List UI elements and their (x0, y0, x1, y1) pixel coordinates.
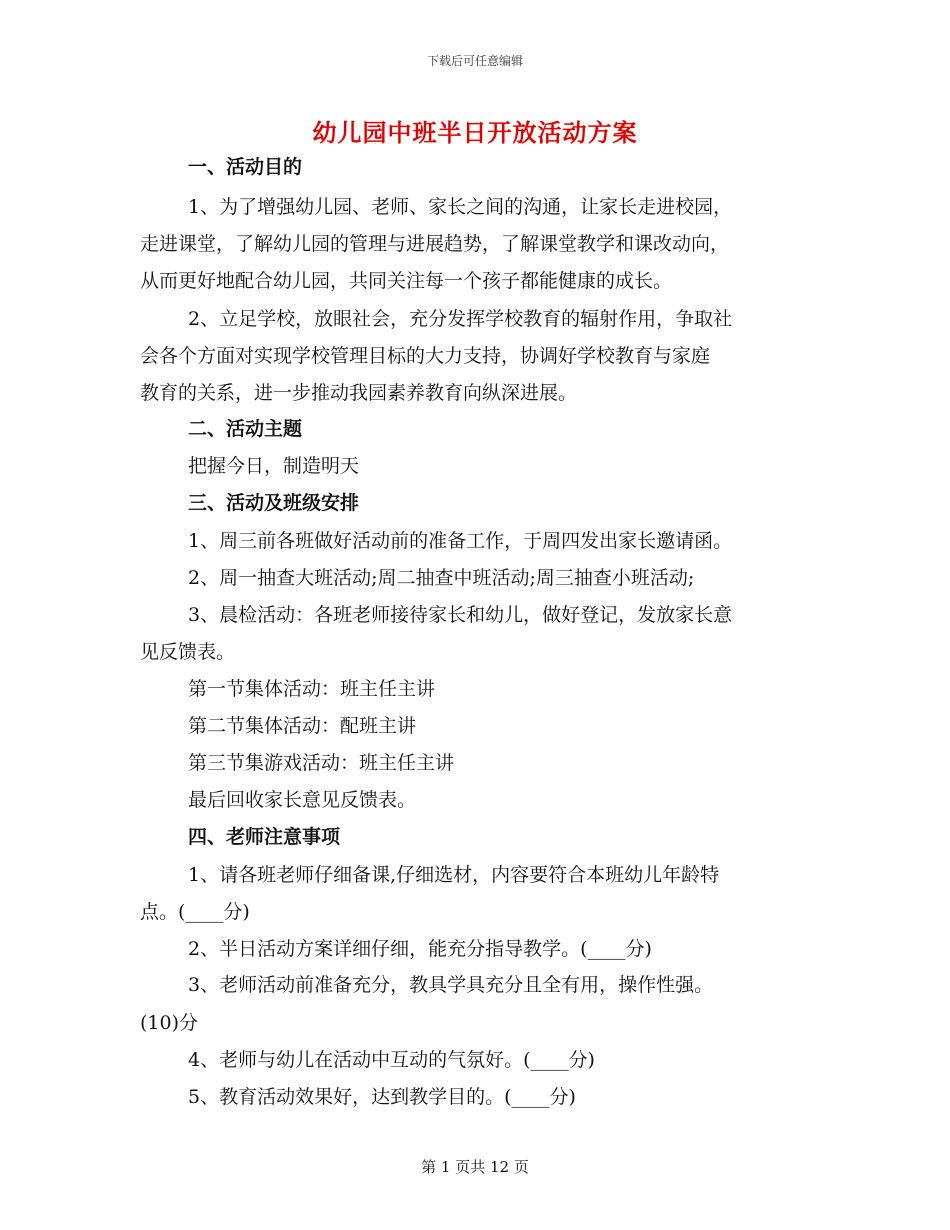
paragraph-line: 2、周一抽查大班活动;周二抽查中班活动;周三抽查小班活动; (188, 567, 695, 589)
paragraph-line: 3、晨检活动：各班老师接待家长和幼儿，做好登记，发放家长意 (188, 604, 733, 626)
paragraph-line: 1、为了增强幼儿园、老师、家长之间的沟通，让家长走进校园， (188, 196, 733, 218)
paragraph-line: 从而更好地配合幼儿园，共同关注每一个孩子都能健康的成长。 (140, 270, 673, 292)
paragraph-line: 2、半日活动方案详细仔细，能充分指导教学。(____分) (188, 938, 652, 960)
paragraph-line: 第一节集体活动：班主任主讲 (188, 678, 436, 700)
section-heading-3: 三、活动及班级安排 (188, 492, 360, 514)
page-footer: 第 1 页共 12 页 (421, 1158, 529, 1176)
paragraph-line: (10)分 (140, 1012, 199, 1034)
paragraph-line: 第二节集体活动：配班主讲 (188, 715, 417, 737)
paragraph-line: 最后回收家长意见反馈表。 (188, 789, 417, 811)
paragraph-line: 教育的关系，进一步推动我园素养教育向纵深进展。 (140, 382, 578, 404)
paragraph-line: 第三节集游戏活动：班主任主讲 (188, 752, 455, 774)
paragraph-line: 4、老师与幼儿在活动中互动的气氛好。(____分) (188, 1049, 595, 1071)
paragraph-line: 1、请各班老师仔细备课,仔细选材，内容要符合本班幼儿年龄特 (188, 864, 720, 886)
section-heading-4: 四、老师注意事项 (188, 826, 341, 848)
paragraph-line: 把握今日，制造明天 (188, 455, 360, 477)
paragraph-line: 2、立足学校，放眼社会，充分发挥学校教育的辐射作用，争取社 (188, 308, 733, 330)
section-heading-2: 二、活动主题 (188, 418, 303, 440)
paragraph-line: 3、老师活动前准备充分，教具学具充分且全有用，操作性强。 (188, 974, 714, 996)
paragraph-line: 点。(____分) (140, 901, 250, 923)
paragraph-line: 会各个方面对实现学校管理目标的大力支持，协调好学校教育与家庭 (140, 345, 711, 367)
section-heading-1: 一、活动目的 (188, 156, 303, 178)
document-title: 幼儿园中班半日开放活动方案 (312, 118, 638, 147)
paragraph-line: 1、周三前各班做好活动前的准备工作，于周四发出家长邀请函。 (188, 530, 733, 552)
paragraph-line: 走进课堂，了解幼儿园的管理与进展趋势，了解课堂教学和课改动向， (140, 233, 730, 255)
paragraph-line: 5、教育活动效果好，达到教学目的。(____分) (188, 1086, 576, 1108)
header-note: 下载后可任意编辑 (426, 54, 523, 68)
paragraph-line: 见反馈表。 (140, 641, 236, 663)
